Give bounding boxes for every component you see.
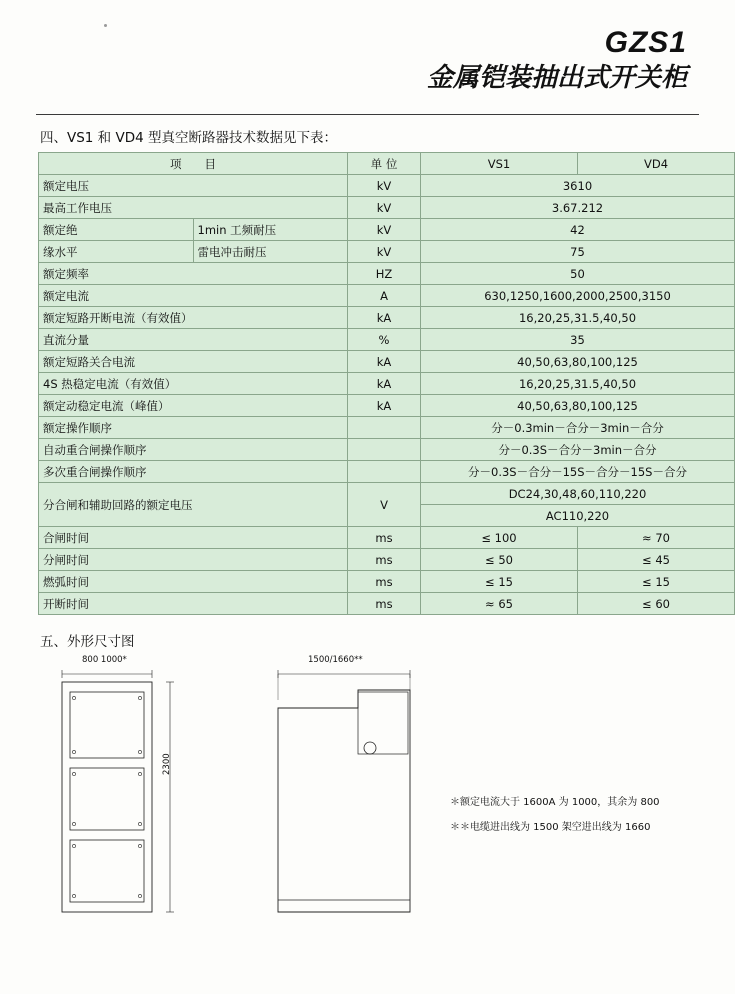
header-vs1: VS1 [421, 153, 578, 175]
row-unit: kA [348, 373, 421, 395]
row-unit [348, 417, 421, 439]
row-label: 额定操作顺序 [39, 417, 348, 439]
row-unit: kA [348, 395, 421, 417]
table-row [39, 571, 735, 593]
row-unit: ms [348, 593, 421, 615]
left-width-dimension: 800 1000* [82, 655, 127, 665]
row-value [421, 197, 735, 219]
row-label: 分闸时间 [39, 549, 348, 571]
row-label: 多次重合闸操作顺序 [39, 461, 348, 483]
row-unit: ms [348, 571, 421, 593]
row-value: 50 [421, 263, 735, 285]
footnote-1: ＊额定电流大于 1600A 为 1000，其余为 800 [450, 797, 660, 808]
section-heading-five: 五、外形尺寸图 [40, 634, 135, 650]
row-value: 75 [421, 241, 735, 263]
table-row [39, 373, 735, 395]
row-label: 缘水平 [39, 241, 194, 263]
row-unit: kA [348, 307, 421, 329]
row-label: 额定短路开断电流（有效值） [39, 307, 348, 329]
row-value-vs1: ≤ 50 [421, 549, 578, 571]
row-value: 40,50,63,80,100,125 [421, 395, 735, 417]
table-row [39, 395, 735, 417]
row-unit: A [348, 285, 421, 307]
row-sublabel: 1min 工频耐压 [193, 219, 348, 241]
row-label: 额定电压 [39, 175, 348, 197]
row-value-vs1: ≤ 100 [421, 527, 578, 549]
row-value: 分－0.3min－合分－3min－合分 [421, 417, 735, 439]
row-value: 16,20,25,31.5,40,50 [421, 307, 735, 329]
row-value-vd4: ≈ 70 [578, 527, 735, 549]
row-unit: kV [348, 175, 421, 197]
row-label: 合闸时间 [39, 527, 348, 549]
header-unit: 单 位 [348, 153, 421, 175]
row-value: 35 [421, 329, 735, 351]
value-c: 10 [577, 178, 593, 193]
row-value [421, 175, 735, 197]
row-value-vs1: ≤ 15 [421, 571, 578, 593]
table-row [39, 593, 735, 615]
table-row [39, 483, 735, 505]
value-c: 12 [588, 200, 604, 215]
side-view-drawing [258, 660, 458, 920]
value-a: 3 [562, 178, 571, 193]
document-header [427, 28, 687, 93]
brand-title: GZS1 [604, 26, 687, 59]
row-label: 额定电流 [39, 285, 348, 307]
row-value-ac: AC110,220 [421, 505, 735, 527]
row-unit: kV [348, 197, 421, 219]
front-view-drawing [52, 660, 232, 920]
value-b: 6 [570, 178, 578, 193]
header-divider [36, 114, 699, 115]
row-unit: kA [348, 351, 421, 373]
table-row [39, 241, 735, 263]
row-label: 额定频率 [39, 263, 348, 285]
row-unit: kV [348, 219, 421, 241]
row-label: 额定动稳定电流（峰值） [39, 395, 348, 417]
table-row [39, 527, 735, 549]
row-unit: V [348, 483, 421, 527]
table-row [39, 285, 735, 307]
header-vd4: VD4 [578, 153, 735, 175]
row-label: 自动重合闸操作顺序 [39, 439, 348, 461]
row-label: 直流分量 [39, 329, 348, 351]
row-unit: kV [348, 241, 421, 263]
table-row [39, 439, 735, 461]
table-row [39, 197, 735, 219]
row-value: 分－0.3S－合分－15S－合分－15S－合分 [421, 461, 735, 483]
row-value: 42 [421, 219, 735, 241]
row-value-vd4: ≤ 15 [578, 571, 735, 593]
footnote-2: ＊＊电缆进出线为 1500 架空进出线为 1660 [450, 822, 651, 833]
table-row [39, 307, 735, 329]
table-row [39, 351, 735, 373]
row-value-dc: DC24,30,48,60,110,220 [421, 483, 735, 505]
row-unit [348, 439, 421, 461]
row-sublabel: 雷电冲击耐压 [193, 241, 348, 263]
left-height-dimension: 2300 [162, 753, 172, 775]
table-row [39, 263, 735, 285]
table-row [39, 417, 735, 439]
value-b: 7.2 [570, 200, 589, 215]
table-row [39, 175, 735, 197]
row-unit: % [348, 329, 421, 351]
row-value-vs1: ≈ 65 [421, 593, 578, 615]
row-label: 分合闸和辅助回路的额定电压 [39, 483, 348, 527]
table-row [39, 549, 735, 571]
header-item: 项 目 [39, 153, 348, 175]
table-row [39, 329, 735, 351]
brand-subtitle: 金属铠装抽出式开关柜 [426, 63, 687, 93]
scan-speck [104, 24, 107, 27]
row-value: 630,1250,1600,2000,2500,3150 [421, 285, 735, 307]
right-width-dimension: 1500/1660** [308, 655, 363, 665]
row-value: 分－0.3S－合分－3min－合分 [421, 439, 735, 461]
row-label: 最高工作电压 [39, 197, 348, 219]
table-header-row [39, 153, 735, 175]
row-unit: ms [348, 549, 421, 571]
row-unit [348, 461, 421, 483]
row-unit: HZ [348, 263, 421, 285]
table-row [39, 461, 735, 483]
row-value-vd4: ≤ 45 [578, 549, 735, 571]
row-label: 额定短路关合电流 [39, 351, 348, 373]
table-row [39, 219, 735, 241]
row-value: 16,20,25,31.5,40,50 [421, 373, 735, 395]
row-label: 额定绝 [39, 219, 194, 241]
row-label: 4S 热稳定电流（有效值） [39, 373, 348, 395]
row-unit: ms [348, 527, 421, 549]
value-a: 3.6 [551, 200, 571, 215]
row-value: 40,50,63,80,100,125 [421, 351, 735, 373]
spec-table [38, 152, 735, 615]
section-heading-four: 四、VS1 和 VD4 型真空断路器技术数据见下表： [40, 130, 337, 146]
row-label: 燃弧时间 [39, 571, 348, 593]
row-label: 开断时间 [39, 593, 348, 615]
row-value-vd4: ≤ 60 [578, 593, 735, 615]
